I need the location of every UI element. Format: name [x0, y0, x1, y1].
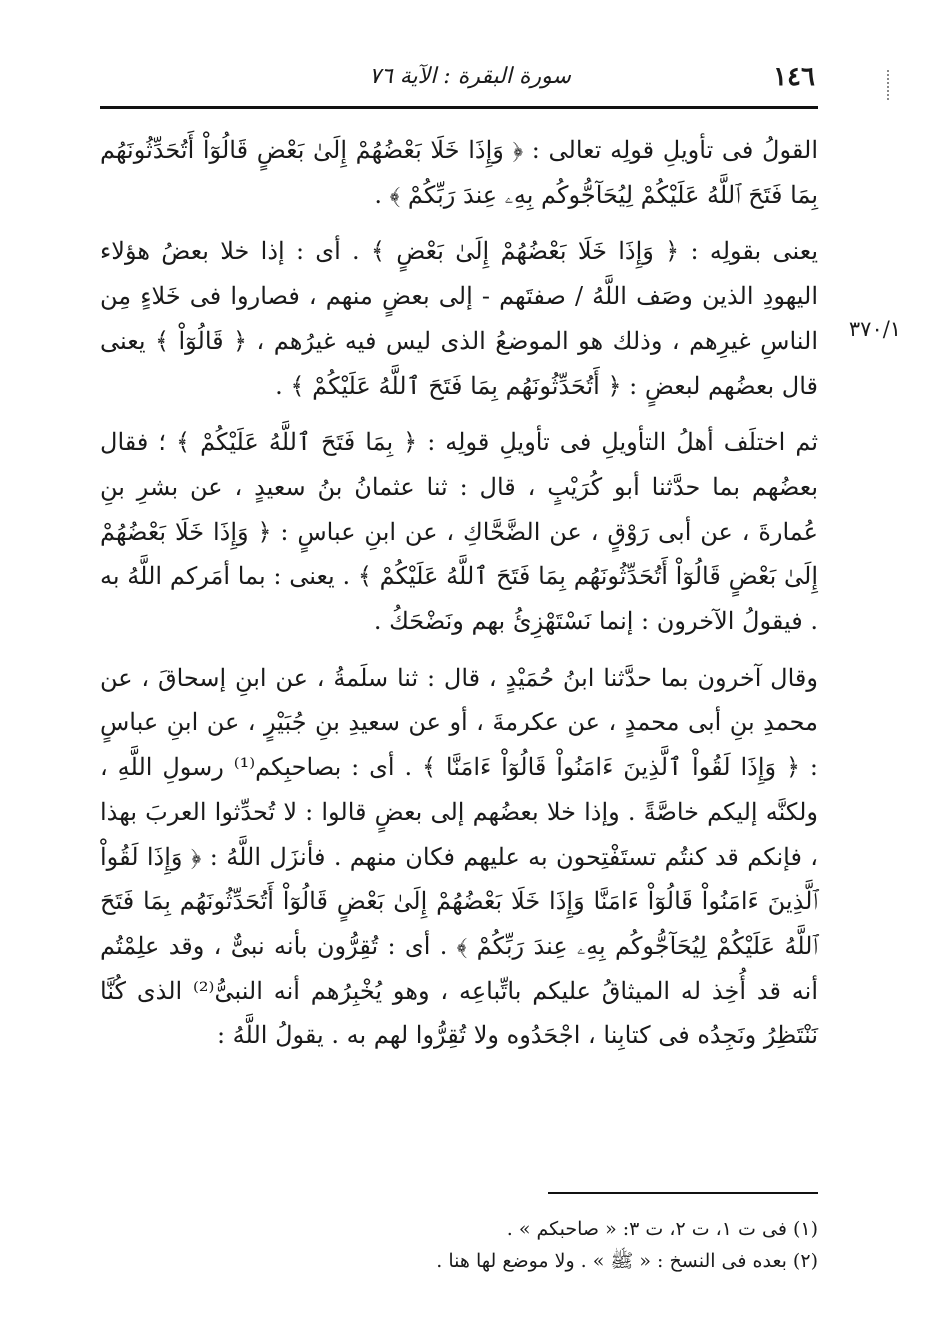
page-header [100, 58, 815, 98]
footnote-separator [548, 1192, 818, 1194]
gutter-mark [887, 70, 892, 100]
paragraph [100, 229, 818, 408]
paragraph-text: ثم اختلَف أهلُ التأويلِ فى تأويلِ قولِه : ﴿ بِمَا فَتَحَ ٱللَّهُ عَلَيْكُمْ ﴾ ؛ فقال بعضُهم بما حدَّثنا أبو كُرَيْبٍ ، قال : ثنا عثمانُ بنُ سعيدٍ ، عن بشرِ بنِ عُمارةَ ، عن أبى رَوْقٍ ، عن الضَّحَّاكِ ، عن ابنِ عباسٍ : ﴿ وَإِذَا خَلَا بَعْضُهُمْ إِلَىٰ بَعْضٍ قَالُوٓاْ أَتُحَدِّثُونَهُم بِمَا فَتَحَ ٱللَّهُ عَلَيْكُمْ ﴾ . يعنى : بما أمَركم اللَّهُ به . فيقولُ الآخرون : إنما نَسْتَهْزِئُ بهم ونَضْحَكُ . [100, 428, 818, 636]
running-title: سورة البقرة : الآية ٧٦ [369, 64, 571, 89]
footnotes [100, 1213, 818, 1277]
paragraph-text: القولُ فى تأويلِ قولِه تعالى : ﴿ وَإِذَا خَلَا بَعْضُهُمْ إِلَىٰ بَعْضٍ قَالُوٓاْ أَتُحَدِّثُونَهُم بِمَا فَتَحَ ٱللَّهُ عَلَيْكُمْ لِيُحَآجُّوكُم بِهِۦ عِندَ رَبِّكُمْ ﴾ . [100, 136, 818, 209]
footnote: (٢) بعده فى النسخ : « ﷺ » . ولا موضع لها هنا . [436, 1250, 818, 1272]
margin-reference: ٣٧٠/١ [848, 317, 902, 341]
paragraph [100, 656, 818, 1058]
footnote: (١) فى ت ١، ت ٢، ت ٣: « صاحبكم » . [506, 1218, 818, 1240]
paragraph [100, 128, 818, 217]
header-rule [100, 106, 818, 109]
paragraph [100, 420, 818, 644]
main-text [100, 128, 818, 1070]
paragraph-text: وقال آخرون بما حدَّثنا ابنُ حُمَيْدٍ ، قال : ثنا سلَمةُ ، عن ابنِ إسحاقَ ، عن محمدِ بنِ أبى محمدٍ ، عن عكرمةَ ، أو عن سعيدِ بنِ جُبَيْرٍ ، عن ابنِ عباسٍ : ﴿ وَإِذَا لَقُواْ ٱلَّذِينَ ءَامَنُواْ قَالُوٓاْ ءَامَنَّا ﴾ . أى : بصاحبِكم⁽¹⁾ رسولِ اللَّهِ ، ولكنَّه إليكم خاصَّةً . وإذا خلا بعضُهم إلى بعضٍ قالوا : لا تُحدِّثوا العربَ بهذا ، فإنكم قد كنتُم تستَفْتِحون به عليهم فكان منهم . فأنزَل اللَّهُ : ﴿ وَإِذَا لَقُواْ ٱلَّذِينَ ءَامَنُواْ قَالُوٓاْ ءَامَنَّا وَإِذَا خَلَا بَعْضُهُمْ إِلَىٰ بَعْضٍ قَالُوٓاْ أَتُحَدِّثُونَهُم بِمَا فَتَحَ ٱللَّهُ عَلَيْكُمْ لِيُحَآجُّوكُم بِهِۦ عِندَ رَبِّكُمْ ﴾ . أى : تُقِرُّون بأنه نبىٌّ ، وقد علِمْتُم أنه قد أُخِذ له الميثاقُ عليكم باتِّباعِه ، وهو يُخْبِرُهم أنه النبىُّ⁽²⁾ الذى كُنَّا نَنْتَظِرُ ونَجِدُه فى كتابِنا ، اجْحَدُوه ولا تُقِرُّوا لهم به . يقولُ اللَّهُ : [100, 663, 818, 1050]
paragraph-text: يعنى بقولِه : ﴿ وَإِذَا خَلَا بَعْضُهُمْ إِلَىٰ بَعْضٍ ﴾ . أى : إذا خلا بعضُ هؤلاء اليهودِ الذين وصَف اللَّهُ / صفتَهم - إلى بعضٍ منهم ، فصاروا فى خَلاءٍ مِن الناسِ غيرِهم ، وذلك هو الموضعُ الذى ليس فيه غيرُهم ، ﴿ قَالُوٓاْ ﴾ يعنى قال بعضُهم لبعضٍ : ﴿ أَتُحَدِّثُونَهُم بِمَا فَتَحَ ٱللَّهُ عَلَيْكُمْ ﴾ . [100, 237, 818, 400]
page-number: ١٤٦ [773, 62, 815, 92]
